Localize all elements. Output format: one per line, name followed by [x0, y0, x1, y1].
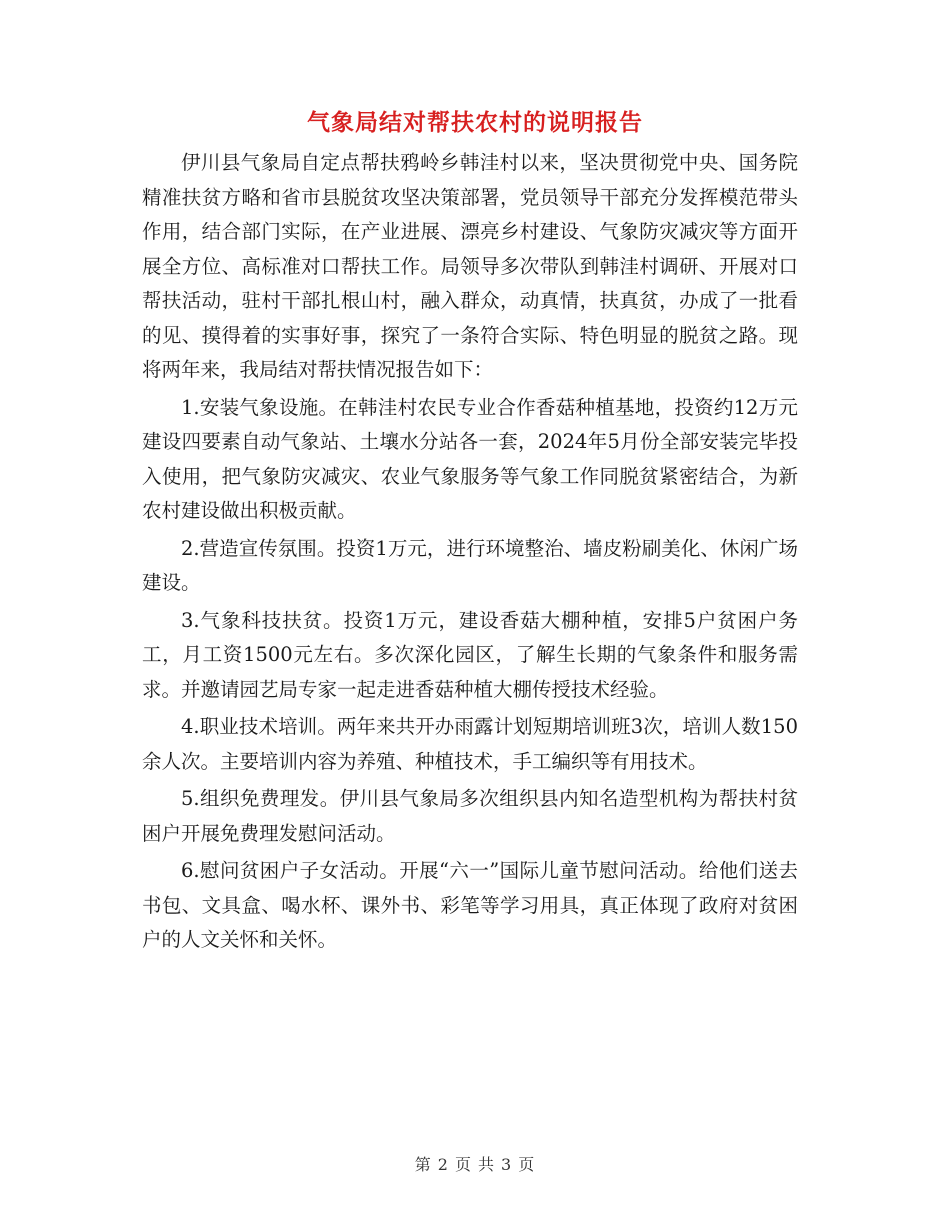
paragraph-item-3: 3.气象科技扶贫。投资1万元，建设香菇大棚种植，安排5户贫困户务工，月工资1500元左右。多次深化园区，了解生长期的气象条件和服务需求。并邀请园艺局专家一起走进香菇种植大棚传授技术经验。 [142, 608, 798, 701]
footer-page-suffix: 页 [518, 1155, 536, 1174]
paragraph-item-5: 5.组织免费理发。伊川县气象局多次组织县内知名造型机构为帮扶村贫困户开展免费理发慰问活动。 [142, 787, 798, 845]
paragraph-item-6: 6.慰问贫困户子女活动。开展“六一”国际儿童节慰问活动。给他们送去书包、文具盒、喝水杯、课外书、彩笔等学习用具，真正体现了政府对贫困户的人文关怀和关怀。 [142, 859, 798, 951]
document-title: 气象局结对帮扶农村的说明报告 [307, 109, 643, 136]
document-body [142, 146, 798, 961]
footer-page-number: 2 [437, 1155, 449, 1174]
paragraph-intro: 伊川县气象局自定点帮扶鸦岭乡韩洼村以来，坚决贯彻党中央、国务院精准扶贫方略和省市县脱贫攻坚决策部署，党员领导干部充分发挥模范带头作用，结合部门实际，在产业进展、漂亮乡村建设、气象防灾减灾等方面开展全方位、高标准对口帮扶工作。局领导多次带队到韩洼村调研、开展对口帮扶活动，驻村干部扎根山村，融入群众，动真情，扶真贫，办成了一批看的见、摸得着的实事好事，探究了一条符合实际、特色明显的脱贫之路。现将两年来，我局结对帮扶情况报告如下： [142, 151, 798, 381]
footer-page-prefix: 第 [414, 1155, 432, 1174]
footer-page-middle: 页 共 [454, 1155, 496, 1174]
paragraph-item-1: 1.安装气象设施。在韩洼村农民专业合作香菇种植基地，投资约12万元建设四要素自动气象站、土壤水分站各一套，2024年5月份全部安装完毕投入使用，把气象防灾减灾、农业气象服务等气象工作同脱贫紧密结合，为新农村建设做出积极贡献。 [142, 395, 798, 522]
page-footer [0, 1153, 950, 1177]
footer-page-total: 3 [501, 1155, 513, 1174]
paragraph-item-4: 4.职业技术培训。两年来共开办雨露计划短期培训班3次，培训人数150余人次。主要培训内容为养殖、种植技术，手工编织等有用技术。 [142, 715, 798, 773]
paragraph-item-2: 2.营造宣传氛围。投资1万元，进行环境整治、墙皮粉刷美化、休闲广场建设。 [142, 536, 798, 594]
